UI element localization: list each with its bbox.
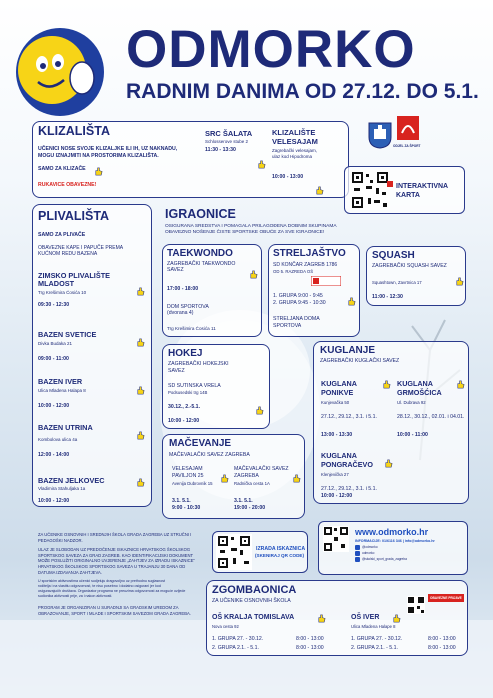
zgomb-b-g2-time: 8:00 - 13:00	[428, 645, 456, 651]
klizalista-title: KLIZALIŠTA	[38, 124, 110, 138]
hokej-club-2: SAVEZ	[168, 368, 185, 374]
macevanje-b-name-2: ZAGREBA	[234, 473, 259, 479]
sport-logo-icon	[396, 115, 420, 143]
info-line: PROGRAM JE ORGANIZIRAN U SURADNJI SA GRADSKIM UREDOM ZA	[38, 605, 179, 611]
hand-pointer-icon	[220, 474, 229, 483]
salata-addr: Schlosserove stube 2	[205, 139, 249, 144]
contact-web-link[interactable]: www.odmorko.hr	[355, 527, 429, 537]
grmoscica-addr: Ul. Dubrava 92	[397, 400, 426, 405]
pool-addr: Trg Krešimira Ćosića 10	[38, 290, 87, 295]
kuglanje-panel	[313, 341, 469, 504]
squash-addr: Squashtown, Zavrtnica 17	[372, 280, 422, 285]
hand-pointer-icon	[136, 431, 145, 440]
pool-time: 12:00 - 14:00	[38, 452, 70, 459]
zgomb-a-g1-time: 8:00 - 13:00	[296, 636, 324, 642]
taekwondo-place-2: (dvorana 4)	[167, 310, 194, 316]
velesajam-addr-2: ulaz kod Hipodroma	[272, 154, 313, 159]
macevanje-a-time: 9:00 - 10:30	[172, 505, 201, 511]
igraonice-text-2: OBAVEZNO NOŠENJE ČISTE SPORTSKE OBUĆE ZA SVE IGRAONICE!	[165, 230, 325, 235]
ponikve-name-2: PONIKVE	[321, 388, 354, 397]
info-line: sudionika aktivnosti prije, za i nakon aktivnosti.	[38, 594, 113, 599]
page-subtitle: RADNIM DANIMA OD 27.12. DO 5.1.	[126, 80, 479, 103]
macevanje-b-dates: 3.1. 5.1.	[234, 498, 253, 504]
kuglanje-club: ZAGREBAČKI KUGLAČKI SAVEZ	[320, 358, 400, 364]
streljastvo-club-2: OD 5. RAZREDA OŠ	[273, 269, 314, 274]
pool-name: BAZEN UTRINA	[38, 423, 93, 432]
info-line: U sportskim aktivnostima učenici sudjeluju dragovoljno uz prethodnu suglasnost	[38, 579, 166, 584]
ponikve-addr: Kunjevačka 50	[321, 400, 350, 405]
hand-pointer-icon	[317, 614, 326, 623]
zgombaonica-sub: ZA UČENIKE OSNOVNIH ŠKOLA	[212, 598, 291, 604]
info-line: ULAZ JE SLOBODAN UZ PREDOČENJE ISKAZNICE HRVATSKOG ŠKOLSKOG	[38, 547, 191, 553]
hokej-title: HOKEJ	[168, 348, 203, 359]
plivalista-samo: SAMO ZA PLIVAČE	[38, 232, 86, 238]
info-line: DATUMA IZDAVANJA ZAHTJEVA.	[38, 569, 102, 575]
zgomb-a-g2-time: 8:00 - 13:00	[296, 645, 324, 651]
hand-pointer-icon	[136, 478, 145, 487]
hokej-dates: 30.12., 2.-5.1.	[168, 404, 201, 410]
pongracevo-name-2: PONGRAČEVO	[321, 460, 373, 469]
info-line: PEDAGOŠKI NADZOR.	[38, 537, 83, 543]
hand-pointer-icon	[249, 270, 258, 279]
hand-pointer-icon	[392, 614, 401, 623]
igraonice-title: IGRAONICE	[165, 207, 236, 221]
macevanje-a-name-2: PAVILJON 25	[172, 473, 204, 479]
hokej-place: SD SUTINSKA VRELA	[168, 383, 221, 389]
streljastvo-place-2: SPORTOVA	[273, 323, 302, 329]
pool-time: 09:00 - 11:00	[38, 356, 69, 363]
ponikve-dates: 27.12., 29.12., 3.1. i 5.1.	[321, 414, 377, 420]
prijava-label: OBAVEZNE PRIJAVE	[430, 596, 462, 600]
macevanje-a-addr: Avenija Dubrovnik 15	[172, 481, 213, 486]
plivalista-text-1: OBAVEZNE KAPE I PAPUČE PREMA	[38, 245, 124, 251]
ponikve-name-1: KUGLANA	[321, 379, 357, 388]
pool-name: BAZEN SVETICE	[38, 330, 97, 339]
interaktivna-label-1: INTERAKTIVNA	[396, 183, 449, 190]
hand-pointer-icon	[382, 380, 391, 389]
macevanje-b-addr: Radnička cesta 1A	[234, 481, 270, 486]
pongracevo-time: 10:00 - 12:00	[321, 493, 353, 499]
zgomb-b-g1-time: 8:00 - 13:00	[428, 636, 456, 642]
hokej-time: 10:00 - 12:00	[168, 418, 200, 424]
zgomb-a-name: OŠ KRALJA TOMISLAVA	[212, 614, 295, 621]
zgombaonica-qr-code[interactable]	[407, 596, 425, 614]
info-line: OBRAZOVANJE, SPORT I MLADE I SPORTSKIM SAVEZOM GRADA ZAGREBA.	[38, 610, 191, 616]
hand-pointer-icon	[456, 380, 465, 389]
macevanje-b-time: 19:00 - 20:00	[234, 505, 266, 511]
klizalista-text-2: MOGU IZNAJMITI NA PROSTORIMA KLIZALIŠTA.	[38, 153, 159, 159]
info-block	[38, 532, 208, 616]
interaktivna-qr-code[interactable]	[350, 170, 390, 210]
streljastvo-g2: 2. GRUPA 9:45 - 10:30	[273, 300, 326, 306]
hand-pointer-icon	[347, 297, 356, 306]
pongracevo-name-1: KUGLANA	[321, 451, 357, 460]
taekwondo-time: 17:00 - 18:00	[167, 286, 199, 292]
macevanje-title: MAČEVANJE	[169, 438, 232, 449]
streljastvo-g1: 1. GRUPA 9:00 - 9:45	[273, 293, 323, 299]
social-3[interactable]: @skolski_sport_grada_zagreba	[362, 557, 407, 561]
pool-name: ZIMSKO PLIVALIŠTE	[38, 271, 111, 280]
pool-time: 10:00 - 12:00	[38, 498, 70, 505]
squash-time: 11:00 - 12:30	[372, 294, 403, 300]
grmoscica-time: 10:00 - 11:00	[397, 432, 428, 438]
grmoscica-name-2: GRMOŠĆICA	[397, 388, 442, 397]
velesajam-addr-1: Zagrebački velesajam,	[272, 148, 318, 153]
hand-pointer-icon	[136, 287, 145, 296]
klizalista-rukavice: RUKAVICE OBAVEZNE!	[38, 182, 97, 188]
zgomb-b-g2-dates: 2. GRUPA 2.1. - 5.1.	[351, 645, 398, 651]
zgomb-a-addr: Nova cesta 92	[212, 624, 239, 629]
streljastvo-title: STRELJAŠTVO	[273, 248, 346, 259]
info-line: roditelja i na vlastitu odgovornost, te nisu posebno i dodatno osigurani jer kod	[38, 584, 161, 589]
streljastvo-place-1: STRELJANA DOMA	[273, 316, 320, 322]
velesajam-time: 10:00 - 13:00	[272, 174, 304, 180]
taekwondo-title: TAEKWONDO	[167, 248, 233, 259]
contact-info: INFORMACIJE: 01/6116 346 | info@odmorko.hr	[355, 539, 435, 543]
kuglanje-title: KUGLANJE	[320, 345, 376, 356]
zgomb-b-g1-dates: 1. GRUPA 27. - 30.12.	[351, 636, 403, 642]
pool-addr: Kombolova ulica 4a	[38, 437, 78, 442]
zgombaonica-title: ZGOMBAONICA	[212, 584, 297, 596]
info-line: SPORTSKOG SAVEZA ZA GRAD ZAGREB. KAO IDENTIFIKACIJSKI DOKUMENT	[38, 552, 194, 558]
zgomb-b-name: OŠ IVER	[351, 614, 380, 621]
pongracevo-addr: Klenjevička 27	[321, 472, 349, 477]
pool-item	[38, 272, 148, 309]
hokej-club-1: ZAGREBAČKI HOKEJSKI	[168, 361, 229, 367]
ponikve-time: 13:00 - 13:30	[321, 432, 353, 438]
hand-pointer-icon	[292, 474, 301, 483]
zgomb-a-g1-dates: 1. GRUPA 27. - 30.12.	[212, 636, 264, 642]
squash-club: ZAGREBAČKI SQUASH SAVEZ	[372, 263, 447, 269]
taekwondo-place-1: DOM SPORTOVA	[167, 304, 209, 310]
red-square-icon	[387, 181, 395, 189]
salata-time: 11:30 - 13:30	[205, 147, 236, 153]
pool-time: 09:30 - 12:30	[38, 302, 70, 309]
hand-pointer-icon	[315, 186, 324, 195]
pool-name-2: MLADOST	[38, 279, 75, 288]
pool-name: BAZEN IVER	[38, 377, 83, 386]
zgomb-b-addr: Ulica Mladena Halape 8	[351, 624, 396, 629]
iskaznica-label-1: IZRADA ISKAZNICA	[256, 546, 306, 552]
pool-name: BAZEN JELKOVEC	[38, 476, 105, 485]
plivalista-title: PLIVALIŠTA	[38, 209, 110, 223]
pool-item	[38, 331, 148, 363]
klizalista-text-1: UČENICI NOSE SVOJE KLIZALJKE ILI IH, UZ NAKNADU,	[38, 146, 178, 152]
social-1[interactable]: @odmorko	[362, 545, 378, 549]
hand-pointer-icon	[255, 406, 264, 415]
pongracevo-dates: 27.12., 29.12., 3.1. i 5.1.	[321, 486, 377, 492]
info-line: ZA UČENIKE OSNOVNIH I SREDNJIH ŠKOLA GRADA ZAGREBA UZ STRUČNI I	[38, 532, 192, 537]
pool-addr: Divka Budaka 21	[38, 341, 73, 346]
iskaznica-qr-code[interactable]	[216, 534, 252, 570]
velesajam-name-1: KLIZALIŠTE	[272, 128, 316, 137]
macevanje-a-name-1: VELESAJAM	[172, 466, 203, 472]
hand-pointer-icon	[455, 277, 464, 286]
instagram-icon[interactable]	[355, 557, 361, 563]
social-2[interactable]: odmorko	[362, 551, 375, 555]
pool-item	[38, 378, 148, 410]
pool-addr: Ulica Mladena Halapa 8	[38, 388, 86, 393]
klizalista-samo: SAMO ZA KLIZAČE	[38, 166, 86, 172]
page-title: ODMORKO	[126, 20, 416, 79]
koncar-logo-icon	[311, 276, 341, 286]
info-line: osiguravajućih društava. Organizator programa ne preuzima odgovornost za moguće ozljede	[38, 589, 186, 594]
plivalista-text-2: KUĆNOM REDU BAZENA	[38, 251, 98, 257]
macevanje-a-dates: 3.1. 5.1.	[172, 498, 191, 504]
macevanje-club: MAČEVALAČKI SAVEZ ZAGREBA	[169, 452, 250, 458]
grmoscica-name-1: KUGLANA	[397, 379, 433, 388]
taekwondo-club-2: SAVEZ	[167, 267, 184, 273]
interaktivna-label-2: KARTA	[396, 192, 420, 199]
hand-pointer-icon	[384, 459, 393, 468]
zgomb-a-g2-dates: 2. GRUPA 2.1. - 5.1.	[212, 645, 259, 651]
sport-logo-text: ODJEL ZA ŠPORT	[393, 144, 421, 148]
macevanje-b-name-1: MAČEVALAČKI SAVEZ	[234, 466, 289, 472]
pool-item	[38, 424, 148, 459]
taekwondo-club-1: ZAGREBAČKI TAEKWONDO	[167, 261, 236, 267]
hand-pointer-icon	[94, 167, 103, 176]
hand-pointer-icon	[136, 338, 145, 347]
zagreb-crest-icon	[367, 121, 393, 149]
hokej-addr: Podsusedski trg 14B	[168, 390, 208, 395]
grmoscica-dates: 28.12., 30.12., 02.01. i 04.01.	[397, 414, 465, 420]
pool-addr: Vladimira Stahuljaka 1a	[38, 486, 86, 491]
contact-qr-code[interactable]	[323, 526, 349, 552]
squash-title: SQUASH	[372, 250, 415, 261]
hand-pointer-icon	[136, 386, 145, 395]
info-line: MOŽE POSLUŽITI ORIGINALNO UVJERENJE „ZAHTJEV ZA IZRADU ISKAZNICE“	[38, 558, 195, 564]
velesajam-name-2: VELESAJAM	[272, 137, 318, 146]
iskaznica-label-2: (SKENIRAJ QR CODE)	[255, 553, 305, 558]
streljastvo-club-1: SD KONČAR ZAGREB 1786	[273, 262, 338, 268]
salata-name: SRC ŠALATA	[205, 129, 253, 138]
hand-pointer-icon	[257, 160, 266, 169]
pool-time: 10:00 - 12:00	[38, 403, 70, 410]
info-line: HRVATSKOG ŠKOLSKOG SPORTSKOG SAVEZA U TRAJANJU 30 DANA OD	[38, 563, 186, 569]
igraonice-text-1: OSIGURANA SREDSTVA I POMAGALA PRILAGOĐENA DOBNIM SKUPINAMA	[165, 224, 337, 229]
mascot-logo	[12, 20, 112, 120]
taekwondo-addr: Trg Krešimira Ćosića 11	[167, 326, 216, 331]
pool-item	[38, 477, 148, 505]
